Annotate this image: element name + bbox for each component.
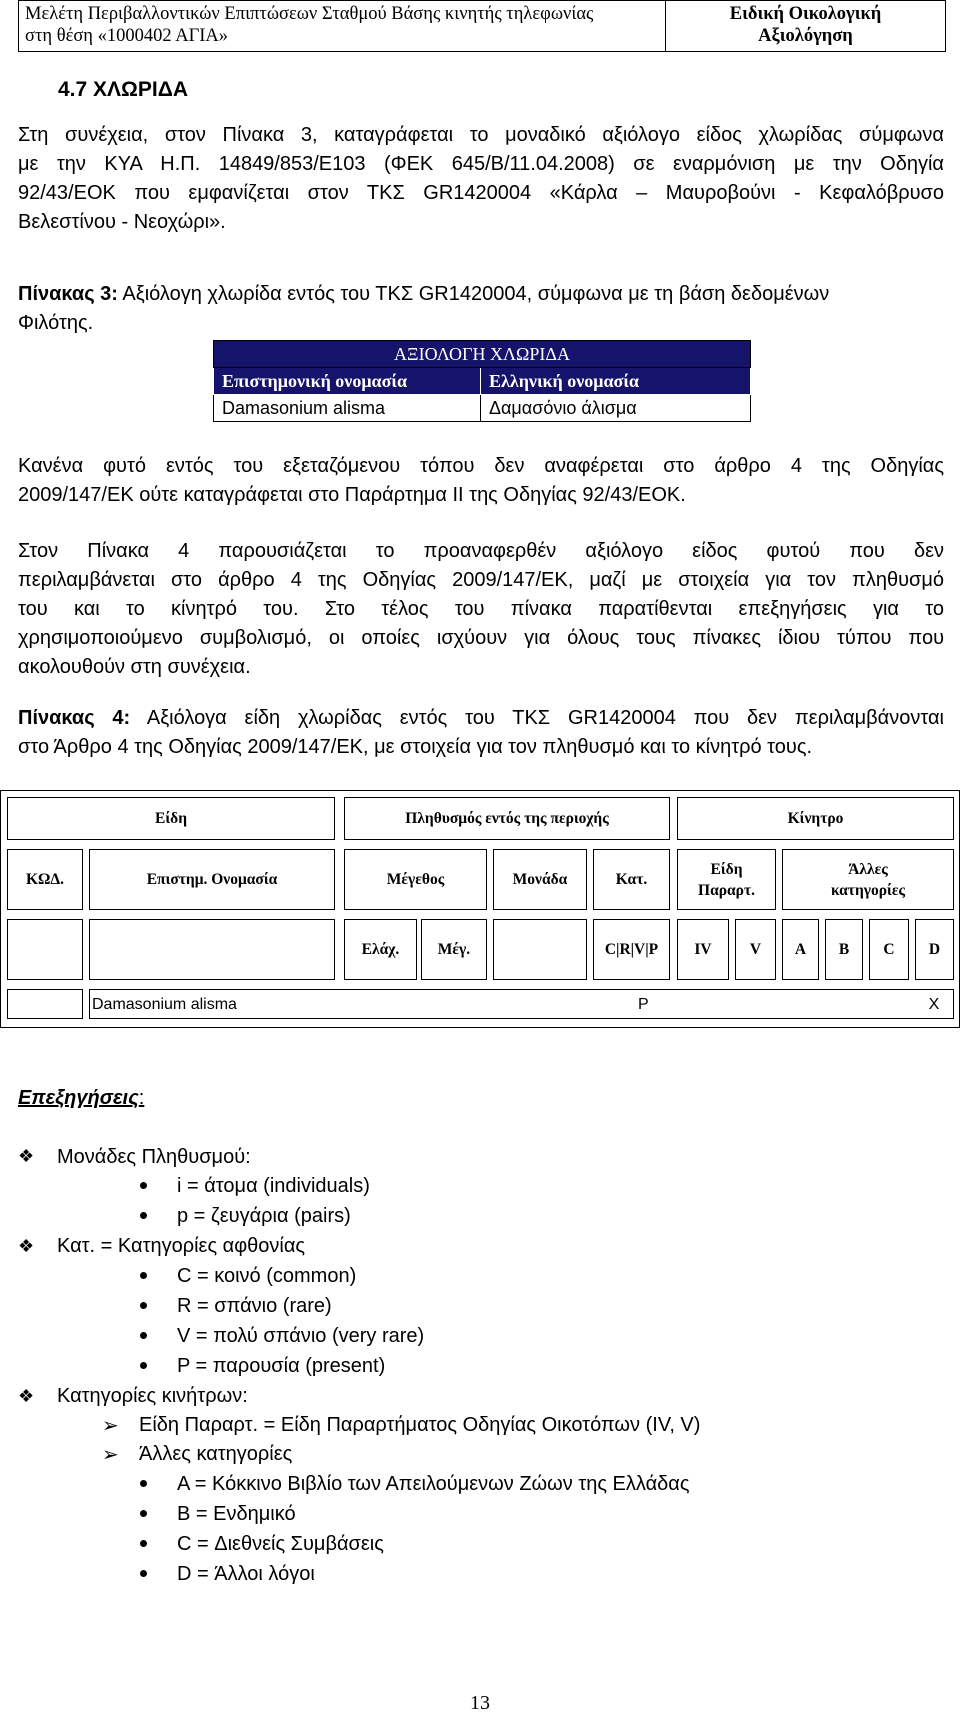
table4-sub-c: C [869,919,909,980]
explanation-motive-annex: Είδη Παραρτ. = Είδη Παραρτήματος Οδηγίας Οικοτόπων (IV, V) [139,1414,701,1436]
bullet-icon [140,1510,147,1517]
table4-row-motive-empty [670,989,915,1019]
table3-title: ΑΞΙΟΛΟΓΗ ΧΛΩΡΙΔΑ [214,341,751,368]
paragraph-line: Στον Πίνακα 4 παρουσιάζεται το προαναφερθέν αξιόλογο είδος φυτού που δεν [18,540,944,562]
table4-sub-cat-values: C|R|V|P [593,919,670,980]
table4-caption-label: Πίνακας 4: [18,707,131,729]
table4-caption-text-2: στο Άρθρο 4 της Οδηγίας 2009/147/ΕΚ, με στοιχεία για τον πληθυσμό και το κίνητρό τους. [18,736,813,758]
paragraph-line: περιλαμβάνεται στο άρθρο 4 της Οδηγίας 2009/147/ΕΚ, μαζί με στοιχεία για τον πληθυσμό [18,569,944,591]
table4-row-cat: P [593,989,670,1019]
explanation-motive-title: Κατηγορίες κινήτρων: [57,1385,248,1407]
explanations-title [18,1087,144,1110]
table4-header-cat: Κατ. [593,849,670,910]
explanation-motive-other: Άλλες κατηγορίες [139,1443,293,1465]
explanations-title-text: Επεξηγήσεις [18,1087,139,1109]
header-document-title [19,1,666,51]
table4-sub-d: D [915,919,954,980]
diamond-bullet-icon: ❖ [18,1236,35,1256]
table4-group-species: Είδη [7,797,335,840]
table3-title-row [214,341,751,368]
bullet-icon [140,1272,147,1279]
explanation-cat-title: Κατ. = Κατηγορίες αφθονίας [57,1235,306,1257]
table3-col-scientific: Επιστημονική ονομασία [214,368,481,395]
section-title: 4.7 ΧΛΩΡΙΔΑ [58,78,188,101]
table3-col-greek: Ελληνική ονομασία [481,368,751,395]
table4-header-annex [677,849,776,910]
paragraph-line: 2009/147/ΕΚ ούτε καταγράφεται στο Παράρτημα ΙΙ της Οδηγίας 92/43/ΕΟΚ. [18,484,686,506]
bullet-icon [140,1332,147,1339]
diamond-bullet-icon: ❖ [18,1146,35,1166]
table-row [214,395,751,422]
explanation-other-a: A = Κόκκινο Βιβλίο των Απειλούμενων Ζώων της Ελλάδας [177,1473,690,1495]
bullet-icon [140,1480,147,1487]
table4-species [0,790,960,1028]
header-section-line1: Ειδική Οικολογική [729,4,882,24]
explanation-unit-i: i = άτομα (individuals) [177,1175,370,1197]
table3-flora [213,340,751,422]
table4-sub-max: Μέγ. [421,919,487,980]
table4-header-code: ΚΩΔ. [7,849,83,910]
table4-row-d: X [915,989,954,1019]
paragraph-3 [18,537,944,682]
paragraph-line: Κανένα φυτό εντός του εξεταζόμενου τόπου δεν αναφέρεται στο άρθρο 4 της Οδηγίας [18,455,944,477]
header-section-name [666,1,945,51]
paragraph-line: 92/43/ΕΟΚ που εμφανίζεται στον ΤΚΣ GR1420004 «Κάρλα – Μαυροβούνι - Κεφαλόβρυσο [18,182,944,204]
bullet-icon [140,1362,147,1369]
bullet-icon [140,1540,147,1547]
header-title-line1: Μελέτη Περιβαλλοντικών Επιπτώσεων Σταθμού Βάσης κινητής τηλεφωνίας [25,4,594,24]
table3-caption-label: Πίνακας 3: [18,283,118,305]
explanation-cat-c: C = κοινό (common) [177,1265,357,1287]
paragraph-line: χρησιμοποιούμενο συμβολισμό, οι οποίες ισχύουν για όλους τους πίνακες ίδιου τύπου που [18,627,944,649]
table4-row-code [7,989,83,1019]
paragraph-line: Στη συνέχεια, στον Πίνακα 3, καταγράφεται το μοναδικό αξιόλογο είδος χλωρίδας σύμφωνα [18,124,944,146]
table3-header-row [214,368,751,395]
explanation-units-title: Μονάδες Πληθυσμού: [57,1146,251,1168]
table4-caption-text: Αξιόλογα είδη χλωρίδας εντός του ΤΚΣ GR1420004 που δεν περιλαμβάνονται [130,707,944,729]
table3-caption [18,280,944,338]
page-header [18,0,946,52]
paragraph-line: με την ΚΥΑ Η.Π. 14849/853/Ε103 (ΦΕΚ 645/Β/11.04.2008) σε εναρμόνιση με την Οδηγία [18,153,944,175]
table4-row-sci-name: Damasonium alisma [89,989,335,1019]
table4-group-motive: Κίνητρο [677,797,954,840]
bullet-icon [140,1212,147,1219]
table4-sub-empty-unit [493,919,587,980]
table4-header-annex-line1: Είδη [710,860,743,878]
page-number: 13 [470,1692,490,1714]
explanation-cat-p: P = παρουσία (present) [177,1355,386,1377]
paragraph-line: του και το κίνητρό του. Στο τέλος του πίνακα παρατίθενται επεξηγήσεις για το [18,598,944,620]
explanation-other-b: B = Ενδημικό [177,1503,296,1525]
explanation-other-c: C = Διεθνείς Συμβάσεις [177,1533,384,1555]
explanations-title-colon: : [138,1087,145,1109]
explanation-other-d: D = Άλλοι λόγοι [177,1563,315,1585]
paragraph-2 [18,452,944,510]
table4-header-annex-line2: Παραρτ. [698,881,755,899]
paragraph-line: Βελεστίνου - Νεοχώρι». [18,211,226,233]
table4-header-other-line1: Άλλες [848,860,888,878]
table4-header-other-line2: κατηγορίες [830,881,906,899]
bullet-icon [140,1182,147,1189]
explanation-unit-p: p = ζευγάρια (pairs) [177,1205,351,1227]
table4-sub-a: A [782,919,819,980]
table4-header-sci-name: Επιστημ. Ονομασία [89,849,335,910]
intro-paragraph [18,121,944,237]
table4-group-population: Πληθυσμός εντός της περιοχής [344,797,670,840]
paragraph-line: ακολουθούν στη συνέχεια. [18,656,251,678]
explanation-cat-r: R = σπάνιο (rare) [177,1295,332,1317]
table3-caption-text: Αξιόλογη χλωρίδα εντός του ΤΚΣ GR1420004, σύμφωνα με τη βάση δεδομένων [117,283,830,305]
table4-sub-empty-code [7,919,83,980]
explanation-cat-v: V = πολύ σπάνιο (very rare) [177,1325,425,1347]
table4-sub-b: B [825,919,863,980]
table4-caption [18,704,944,762]
table4-header-size: Μέγεθος [344,849,487,910]
arrow-bullet-icon: ➢ [102,1415,119,1437]
table4-row-size-unit [334,989,593,1019]
bullet-icon [140,1302,147,1309]
table3-cell-scientific: Damasonium alisma [214,395,481,422]
table4-header-unit: Μονάδα [493,849,587,910]
table4-sub-iv: IV [677,919,729,980]
bullet-icon [140,1570,147,1577]
header-section-line2: Αξιολόγηση [758,26,853,46]
table4-header-other [782,849,954,910]
arrow-bullet-icon: ➢ [102,1444,119,1466]
table4-sub-v: V [735,919,776,980]
table3-cell-greek: Δαμασόνιο άλισμα [481,395,751,422]
table4-sub-min: Ελάχ. [344,919,417,980]
table4-sub-empty-name [89,919,335,980]
table3-caption-text-2: Φιλότης. [18,312,94,334]
diamond-bullet-icon: ❖ [18,1386,35,1406]
header-title-line2: στη θέση «1000402 ΑΓΙΑ» [25,26,229,46]
